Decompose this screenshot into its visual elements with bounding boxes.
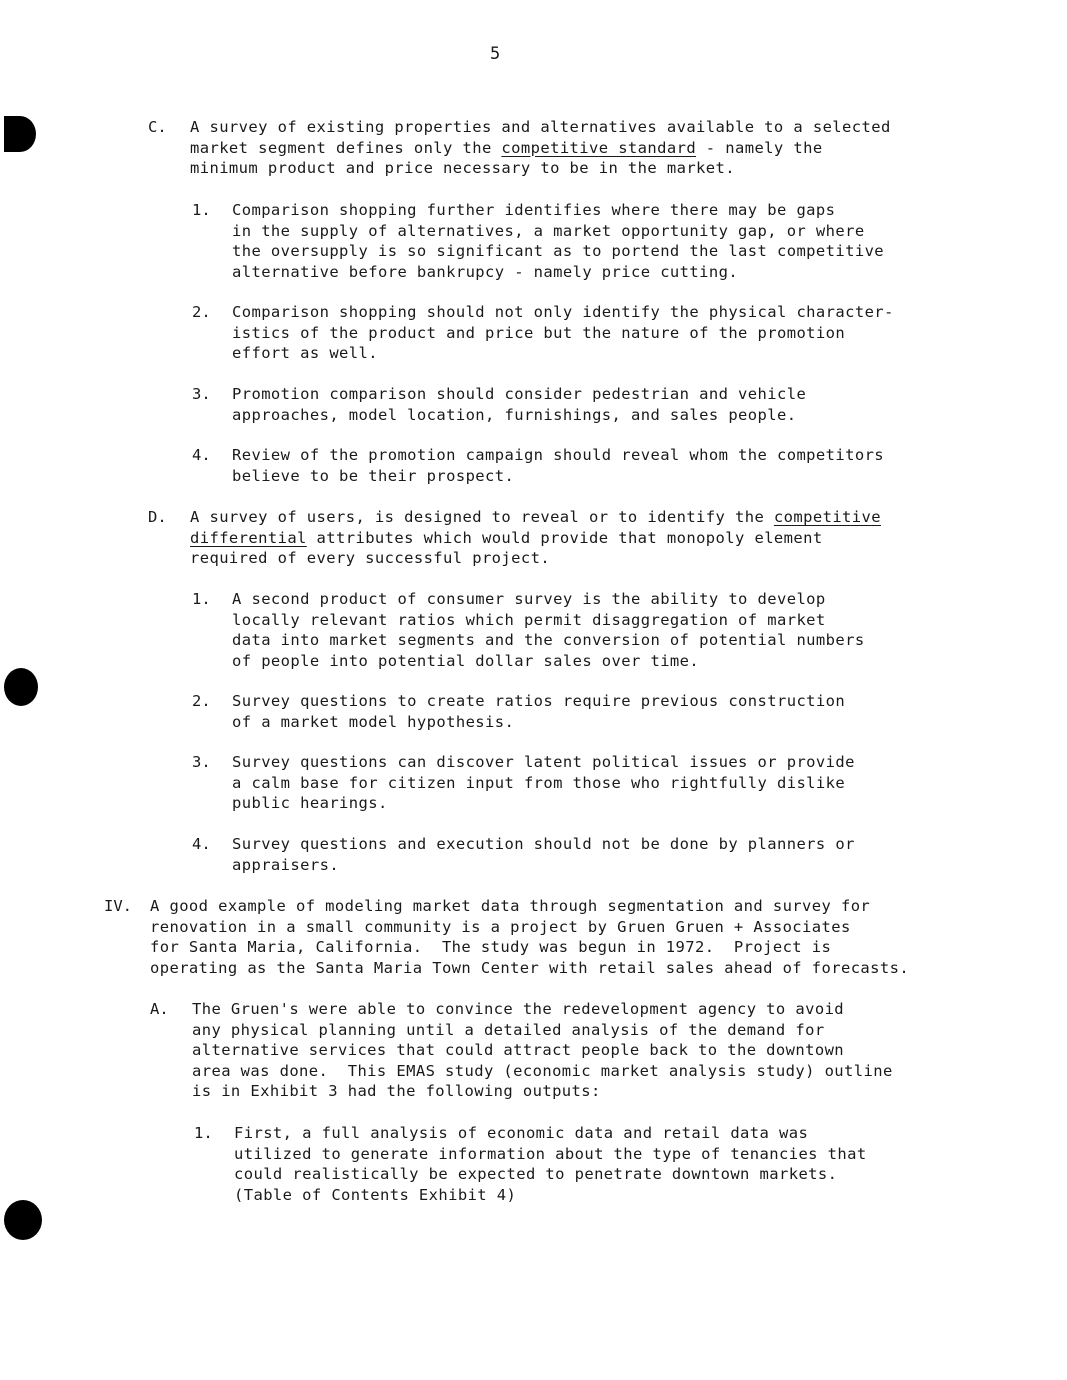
c-item-2-marker: 2.: [192, 303, 211, 321]
page-number: 5: [490, 44, 501, 64]
section-d-line2-post: attributes which would provide that monopoly element: [306, 528, 823, 547]
section-c-line2-post: - namely the: [696, 138, 823, 157]
d-item-2-marker: 2.: [192, 692, 211, 710]
c-item-2-text: Comparison shopping should not only identify the physical character- istics of the product and price but the nature of the promotion effort as well.: [232, 303, 894, 363]
d-item-4-marker: 4.: [192, 835, 211, 853]
c-item-3-text: Promotion comparison should consider pedestrian and vehicle approaches, model location, furnishings, and sales people.: [232, 385, 807, 424]
d-item-3-text: Survey questions can discover latent political issues or provide a calm base for citizen input from those who rightfully dislike public hearings.: [232, 753, 855, 813]
competitive-standard-term: competitive standard: [501, 138, 697, 157]
section-iv-text: A good example of modeling market data through segmentation and survey for renovation in a small community is a project by Gruen Gruen + Associates for Santa Maria, California. The study was begun in 1972. Project is operating as the Santa Maria Town Center with retail sales ahead of forecasts.: [150, 897, 910, 977]
c-item-4-marker: 4.: [192, 446, 211, 464]
section-d-text: [190, 507, 881, 569]
punch-hole-bottom: [4, 1200, 42, 1240]
section-a-marker: A.: [150, 1000, 169, 1018]
d-item-2-text: Survey questions to create ratios require previous construction of a market model hypothesis.: [232, 692, 846, 731]
section-a-text: The Gruen's were able to convince the redevelopment agency to avoid any physical planning until a detailed analysis of the demand for alternative services that could attract people back to the downtown area was done. This EMAS study (economic market analysis study) outline is in Exhibit 3 had the following outputs:: [192, 1000, 893, 1101]
section-c-line2-pre: market segment defines only the: [190, 138, 502, 157]
d-item-3-marker: 3.: [192, 753, 211, 771]
d-item-1-marker: 1.: [192, 590, 211, 608]
section-c-marker: C.: [148, 118, 167, 136]
section-c-text: [190, 117, 891, 179]
a-item-1-marker: 1.: [194, 1124, 213, 1142]
a-item-1-text: First, a full analysis of economic data and retail data was utilized to generate information about the type of tenancies that could realistically be expected to penetrate downtown markets. (Table of Contents Exhibit 4): [234, 1124, 867, 1204]
section-c-line3: minimum product and price necessary to be in the market.: [190, 159, 735, 178]
differential-term: differential: [190, 528, 307, 547]
section-d-line1-pre: A survey of users, is designed to reveal or to identify the: [190, 508, 774, 526]
c-item-3-marker: 3.: [192, 385, 211, 403]
section-d-line3: required of every successful project.: [190, 549, 551, 568]
punch-hole-middle: [4, 668, 38, 706]
section-d-marker: D.: [148, 508, 167, 526]
c-item-4-text: Review of the promotion campaign should reveal whom the competitors believe to be their prospect.: [232, 446, 885, 485]
competitive-term: competitive: [773, 508, 881, 526]
c-item-1-text: Comparison shopping further identifies where there may be gaps in the supply of alternatives, a market opportunity gap, or where the oversupply is so significant as to portend the last competitive alternative before bankrupcy - namely price cutting.: [232, 201, 885, 281]
section-c-line1: A survey of existing properties and alternatives available to a selected: [190, 118, 891, 136]
d-item-1-text: A second product of consumer survey is the ability to develop locally relevant ratios which permit disaggregation of market data into market segments and the conversion of potential numbers of people into potential dollar sales over time.: [232, 590, 865, 670]
section-iv-marker: IV.: [104, 897, 132, 915]
d-item-4-text: Survey questions and execution should not be done by planners or appraisers.: [232, 835, 855, 874]
c-item-1-marker: 1.: [192, 201, 211, 219]
punch-hole-top: [4, 116, 36, 152]
